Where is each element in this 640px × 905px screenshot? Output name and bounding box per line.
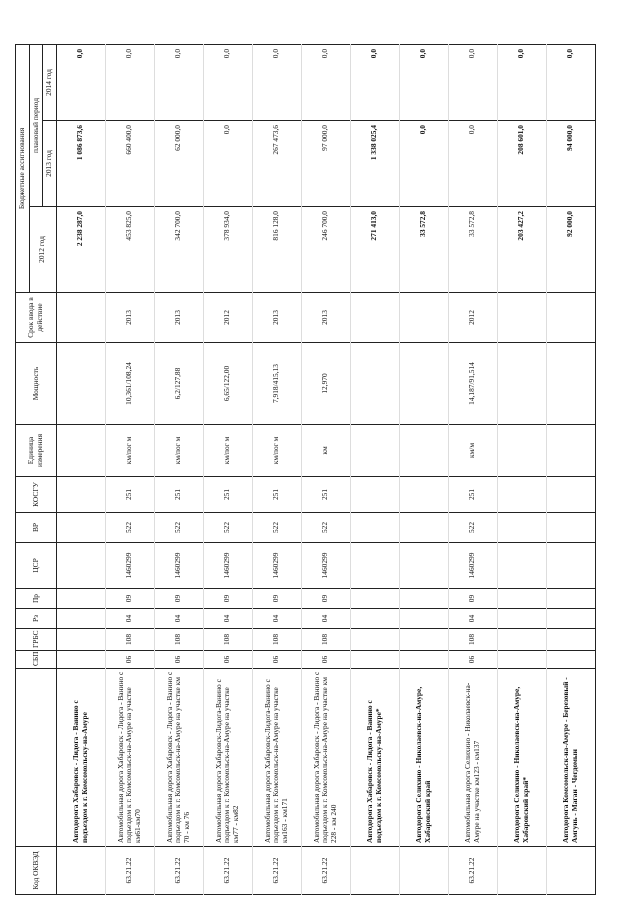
amount-2014-cell: 0,0 (203, 44, 252, 120)
unit-cell (56, 425, 105, 477)
amount-2013-cell: 62 000,0 (154, 121, 203, 207)
rz-cell (56, 609, 105, 629)
rz-cell (399, 609, 448, 629)
grbs-cell: 108 (154, 629, 203, 651)
header-vr: ВР (16, 513, 57, 543)
table-row (448, 44, 497, 894)
csr-cell (399, 543, 448, 589)
name-cell: Автомобильная дорога Хабаровск - Лидога - Ванино с подъездом к г. Комсомольск-на-Амуре на участке км 228 - км 240 (301, 669, 350, 847)
name-cell: Автомобильная дорога Хабаровск - Лидога - Ванино с подъездом к г. Комсомольск-на-Амуре на участке км 70 - км 76 (154, 669, 203, 847)
csr-cell: 1460299 (105, 543, 154, 589)
unit-cell: км/пог м (105, 425, 154, 477)
rz-cell: 04 (105, 609, 154, 629)
pr-cell (546, 589, 595, 609)
name-cell: Автодорога Комсомольск-на-Амуре - Березовый - Амгунь - Маган - Чегдомын (546, 669, 595, 847)
table-body (56, 44, 595, 894)
pr-cell (497, 589, 546, 609)
header-capacity: Мощность (16, 343, 57, 425)
csr-cell: 1460299 (203, 543, 252, 589)
sbp-cell (497, 651, 546, 669)
csr-cell: 1460299 (154, 543, 203, 589)
amount-2014-cell: 0,0 (546, 44, 595, 120)
rz-cell (350, 609, 399, 629)
okved-cell: 63.21.22 (301, 847, 350, 895)
unit-cell: км/пог м (154, 425, 203, 477)
amount-2013-cell: 0,0 (203, 121, 252, 207)
pr-cell: 09 (203, 589, 252, 609)
amount-2014-cell: 0,0 (105, 44, 154, 120)
amount-2012-cell: 453 825,0 (105, 207, 154, 293)
unit-cell (350, 425, 399, 477)
table-row (350, 44, 399, 894)
capacity-cell (497, 343, 546, 425)
csr-cell: 1460299 (252, 543, 301, 589)
rz-cell (546, 609, 595, 629)
deadline-cell: 2013 (301, 293, 350, 343)
kosgu-cell: 251 (105, 477, 154, 513)
okved-cell: 63.21.22 (252, 847, 301, 895)
grbs-cell: 108 (448, 629, 497, 651)
kosgu-cell (56, 477, 105, 513)
amount-2013-cell: 0,0 (399, 121, 448, 207)
grbs-cell (546, 629, 595, 651)
amount-2014-cell: 0,0 (497, 44, 546, 120)
deadline-cell: 2012 (203, 293, 252, 343)
capacity-cell: 14,187/91,514 (448, 343, 497, 425)
unit-cell: км/м (448, 425, 497, 477)
deadline-cell: 2013 (154, 293, 203, 343)
sbp-cell: 06 (154, 651, 203, 669)
header-sbp: СБП (16, 651, 57, 669)
sbp-cell: 06 (448, 651, 497, 669)
table-row (203, 44, 252, 894)
vr-cell: 522 (154, 513, 203, 543)
deadline-cell (546, 293, 595, 343)
sbp-cell (56, 651, 105, 669)
kosgu-cell: 251 (301, 477, 350, 513)
table-row (546, 44, 595, 894)
header-pr: Пр (16, 589, 57, 609)
grbs-cell: 108 (203, 629, 252, 651)
amount-2012-cell: 342 700,0 (154, 207, 203, 293)
vr-cell: 522 (301, 513, 350, 543)
kosgu-cell: 251 (252, 477, 301, 513)
kosgu-cell (350, 477, 399, 513)
kosgu-cell: 251 (203, 477, 252, 513)
rz-cell: 04 (252, 609, 301, 629)
unit-cell: км/пог м (203, 425, 252, 477)
name-cell: Автомобильная дорога Хабаровск - Лидога - Ванино с подъездом к г. Комсомольск-на-Амуре на участке км61-км70 (105, 669, 154, 847)
kosgu-cell (497, 477, 546, 513)
pr-cell: 09 (252, 589, 301, 609)
amount-2012-cell: 92 000,0 (546, 207, 595, 293)
name-cell: Автомобильная дорога Хабаровск-Лидога-Ванино с подъездом к г. Комсомольск-на-Амуре на участке км77 - км82 (203, 669, 252, 847)
csr-cell: 1460299 (448, 543, 497, 589)
pr-cell (399, 589, 448, 609)
capacity-cell (350, 343, 399, 425)
sbp-cell (350, 651, 399, 669)
vr-cell: 522 (448, 513, 497, 543)
header-kosgu: КОСГУ (16, 477, 57, 513)
header-unit: Единица измерения (16, 425, 57, 477)
rz-cell: 04 (203, 609, 252, 629)
csr-cell: 1460299 (301, 543, 350, 589)
sbp-cell (399, 651, 448, 669)
okved-cell: 63.21.22 (105, 847, 154, 895)
header-grbs: ГРБС (16, 629, 57, 651)
okved-cell (546, 847, 595, 895)
capacity-cell (546, 343, 595, 425)
amount-2013-cell: 660 400,0 (105, 121, 154, 207)
header-deadline: Срок ввода в действие (16, 293, 57, 343)
csr-cell (546, 543, 595, 589)
csr-cell (350, 543, 399, 589)
amount-2013-cell: 0,0 (448, 121, 497, 207)
table-row (399, 44, 448, 894)
header-2012: 2012 год (29, 207, 56, 293)
amount-2013-cell: 267 473,6 (252, 121, 301, 207)
name-cell: Автомобильная дорога Хабаровск-Лидога-Ванино с подъездом к г. Комсомольск-на-Амуре на участке км163 - км171 (252, 669, 301, 847)
unit-cell (497, 425, 546, 477)
amount-2012-cell: 33 572,8 (448, 207, 497, 293)
header-okved: Код ОКВЭД (16, 847, 57, 895)
amount-2014-cell: 0,0 (154, 44, 203, 120)
grbs-cell (497, 629, 546, 651)
okved-cell (350, 847, 399, 895)
okved-cell: 63.21.22 (154, 847, 203, 895)
unit-cell (399, 425, 448, 477)
grbs-cell (399, 629, 448, 651)
csr-cell (497, 543, 546, 589)
deadline-cell: 2012 (448, 293, 497, 343)
vr-cell (399, 513, 448, 543)
sbp-cell: 06 (203, 651, 252, 669)
csr-cell (56, 543, 105, 589)
capacity-cell: 7,918/415,13 (252, 343, 301, 425)
amount-2014-cell: 0,0 (350, 44, 399, 120)
unit-cell: км/пог м (252, 425, 301, 477)
amount-2013-cell: 1 338 025,4 (350, 121, 399, 207)
header-name (16, 669, 57, 847)
pr-cell: 09 (448, 589, 497, 609)
kosgu-cell (546, 477, 595, 513)
grbs-cell (56, 629, 105, 651)
okved-cell (399, 847, 448, 895)
amount-2014-cell: 0,0 (301, 44, 350, 120)
table-row (497, 44, 546, 894)
vr-cell: 522 (203, 513, 252, 543)
grbs-cell: 108 (105, 629, 154, 651)
grbs-cell: 108 (301, 629, 350, 651)
deadline-cell: 2013 (252, 293, 301, 343)
header-budget: Бюджетные ассигнования (16, 44, 30, 292)
deadline-cell (56, 293, 105, 343)
name-cell: Автодорога Хабаровск - Лидога - Ванино с подъездом к г. Комсомольску-на-Амуре* (350, 669, 399, 847)
vr-cell: 522 (252, 513, 301, 543)
pr-cell (350, 589, 399, 609)
amount-2014-cell: 0,0 (252, 44, 301, 120)
amount-2012-cell: 378 934,0 (203, 207, 252, 293)
deadline-cell (399, 293, 448, 343)
amount-2014-cell: 0,0 (56, 44, 105, 120)
okved-cell (497, 847, 546, 895)
table-row (154, 44, 203, 894)
amount-2014-cell: 0,0 (448, 44, 497, 120)
deadline-cell: 2013 (105, 293, 154, 343)
header-planned: плановый период (29, 44, 43, 206)
table-row (56, 44, 105, 894)
rz-cell: 04 (448, 609, 497, 629)
pr-cell: 09 (301, 589, 350, 609)
okved-cell (56, 847, 105, 895)
vr-cell (497, 513, 546, 543)
kosgu-cell: 251 (448, 477, 497, 513)
unit-cell: км (301, 425, 350, 477)
sbp-cell: 06 (301, 651, 350, 669)
amount-2013-cell: 1 086 873,6 (56, 121, 105, 207)
name-cell: Автомобильная дорога Селихино - Николаевск-на-Амуре на участке км123 - км137 (448, 669, 497, 847)
pr-cell: 09 (105, 589, 154, 609)
amount-2012-cell: 816 128,0 (252, 207, 301, 293)
okved-cell: 63.21.22 (448, 847, 497, 895)
pr-cell (56, 589, 105, 609)
deadline-cell (497, 293, 546, 343)
vr-cell (546, 513, 595, 543)
name-cell: Автодорога Хабаровск - Лидога - Ванино с подъездом к г. Комсомольску-на-Амуре (56, 669, 105, 847)
table-row (105, 44, 154, 894)
sbp-cell (546, 651, 595, 669)
deadline-cell (350, 293, 399, 343)
amount-2012-cell: 2 238 287,0 (56, 207, 105, 293)
grbs-cell (350, 629, 399, 651)
unit-cell (546, 425, 595, 477)
amount-2013-cell: 97 000,0 (301, 121, 350, 207)
kosgu-cell (399, 477, 448, 513)
name-cell: Автодорога Селихино - Николаевск-на-Амуре, Хабаровский край* (497, 669, 546, 847)
rz-cell: 04 (301, 609, 350, 629)
table-row (301, 44, 350, 894)
header-2013: 2013 год (43, 121, 57, 207)
capacity-cell (56, 343, 105, 425)
vr-cell: 522 (105, 513, 154, 543)
amount-2012-cell: 246 700,0 (301, 207, 350, 293)
name-cell: Автодорога Селихино - Николаевск-на-Амуре, Хабаровский край (399, 669, 448, 847)
vr-cell (350, 513, 399, 543)
pr-cell: 09 (154, 589, 203, 609)
okved-cell: 63.21.22 (203, 847, 252, 895)
header-2014: 2014 год (43, 44, 57, 120)
capacity-cell: 6,65/122,00 (203, 343, 252, 425)
capacity-cell: 6,2/127,88 (154, 343, 203, 425)
capacity-cell (399, 343, 448, 425)
grbs-cell: 108 (252, 629, 301, 651)
amount-2012-cell: 271 413,0 (350, 207, 399, 293)
sbp-cell: 06 (105, 651, 154, 669)
amount-2013-cell: 208 601,0 (497, 121, 546, 207)
amount-2013-cell: 94 000,0 (546, 121, 595, 207)
budget-table (15, 44, 596, 895)
amount-2012-cell: 33 572,8 (399, 207, 448, 293)
amount-2012-cell: 203 427,2 (497, 207, 546, 293)
table-row (252, 44, 301, 894)
rz-cell (497, 609, 546, 629)
kosgu-cell: 251 (154, 477, 203, 513)
capacity-cell: 10,361/108,24 (105, 343, 154, 425)
amount-2014-cell: 0,0 (399, 44, 448, 120)
vr-cell (56, 513, 105, 543)
sbp-cell: 06 (252, 651, 301, 669)
capacity-cell: 12,970 (301, 343, 350, 425)
header-csr: ЦСР (16, 543, 57, 589)
rz-cell: 04 (154, 609, 203, 629)
header-rz: Рз (16, 609, 57, 629)
